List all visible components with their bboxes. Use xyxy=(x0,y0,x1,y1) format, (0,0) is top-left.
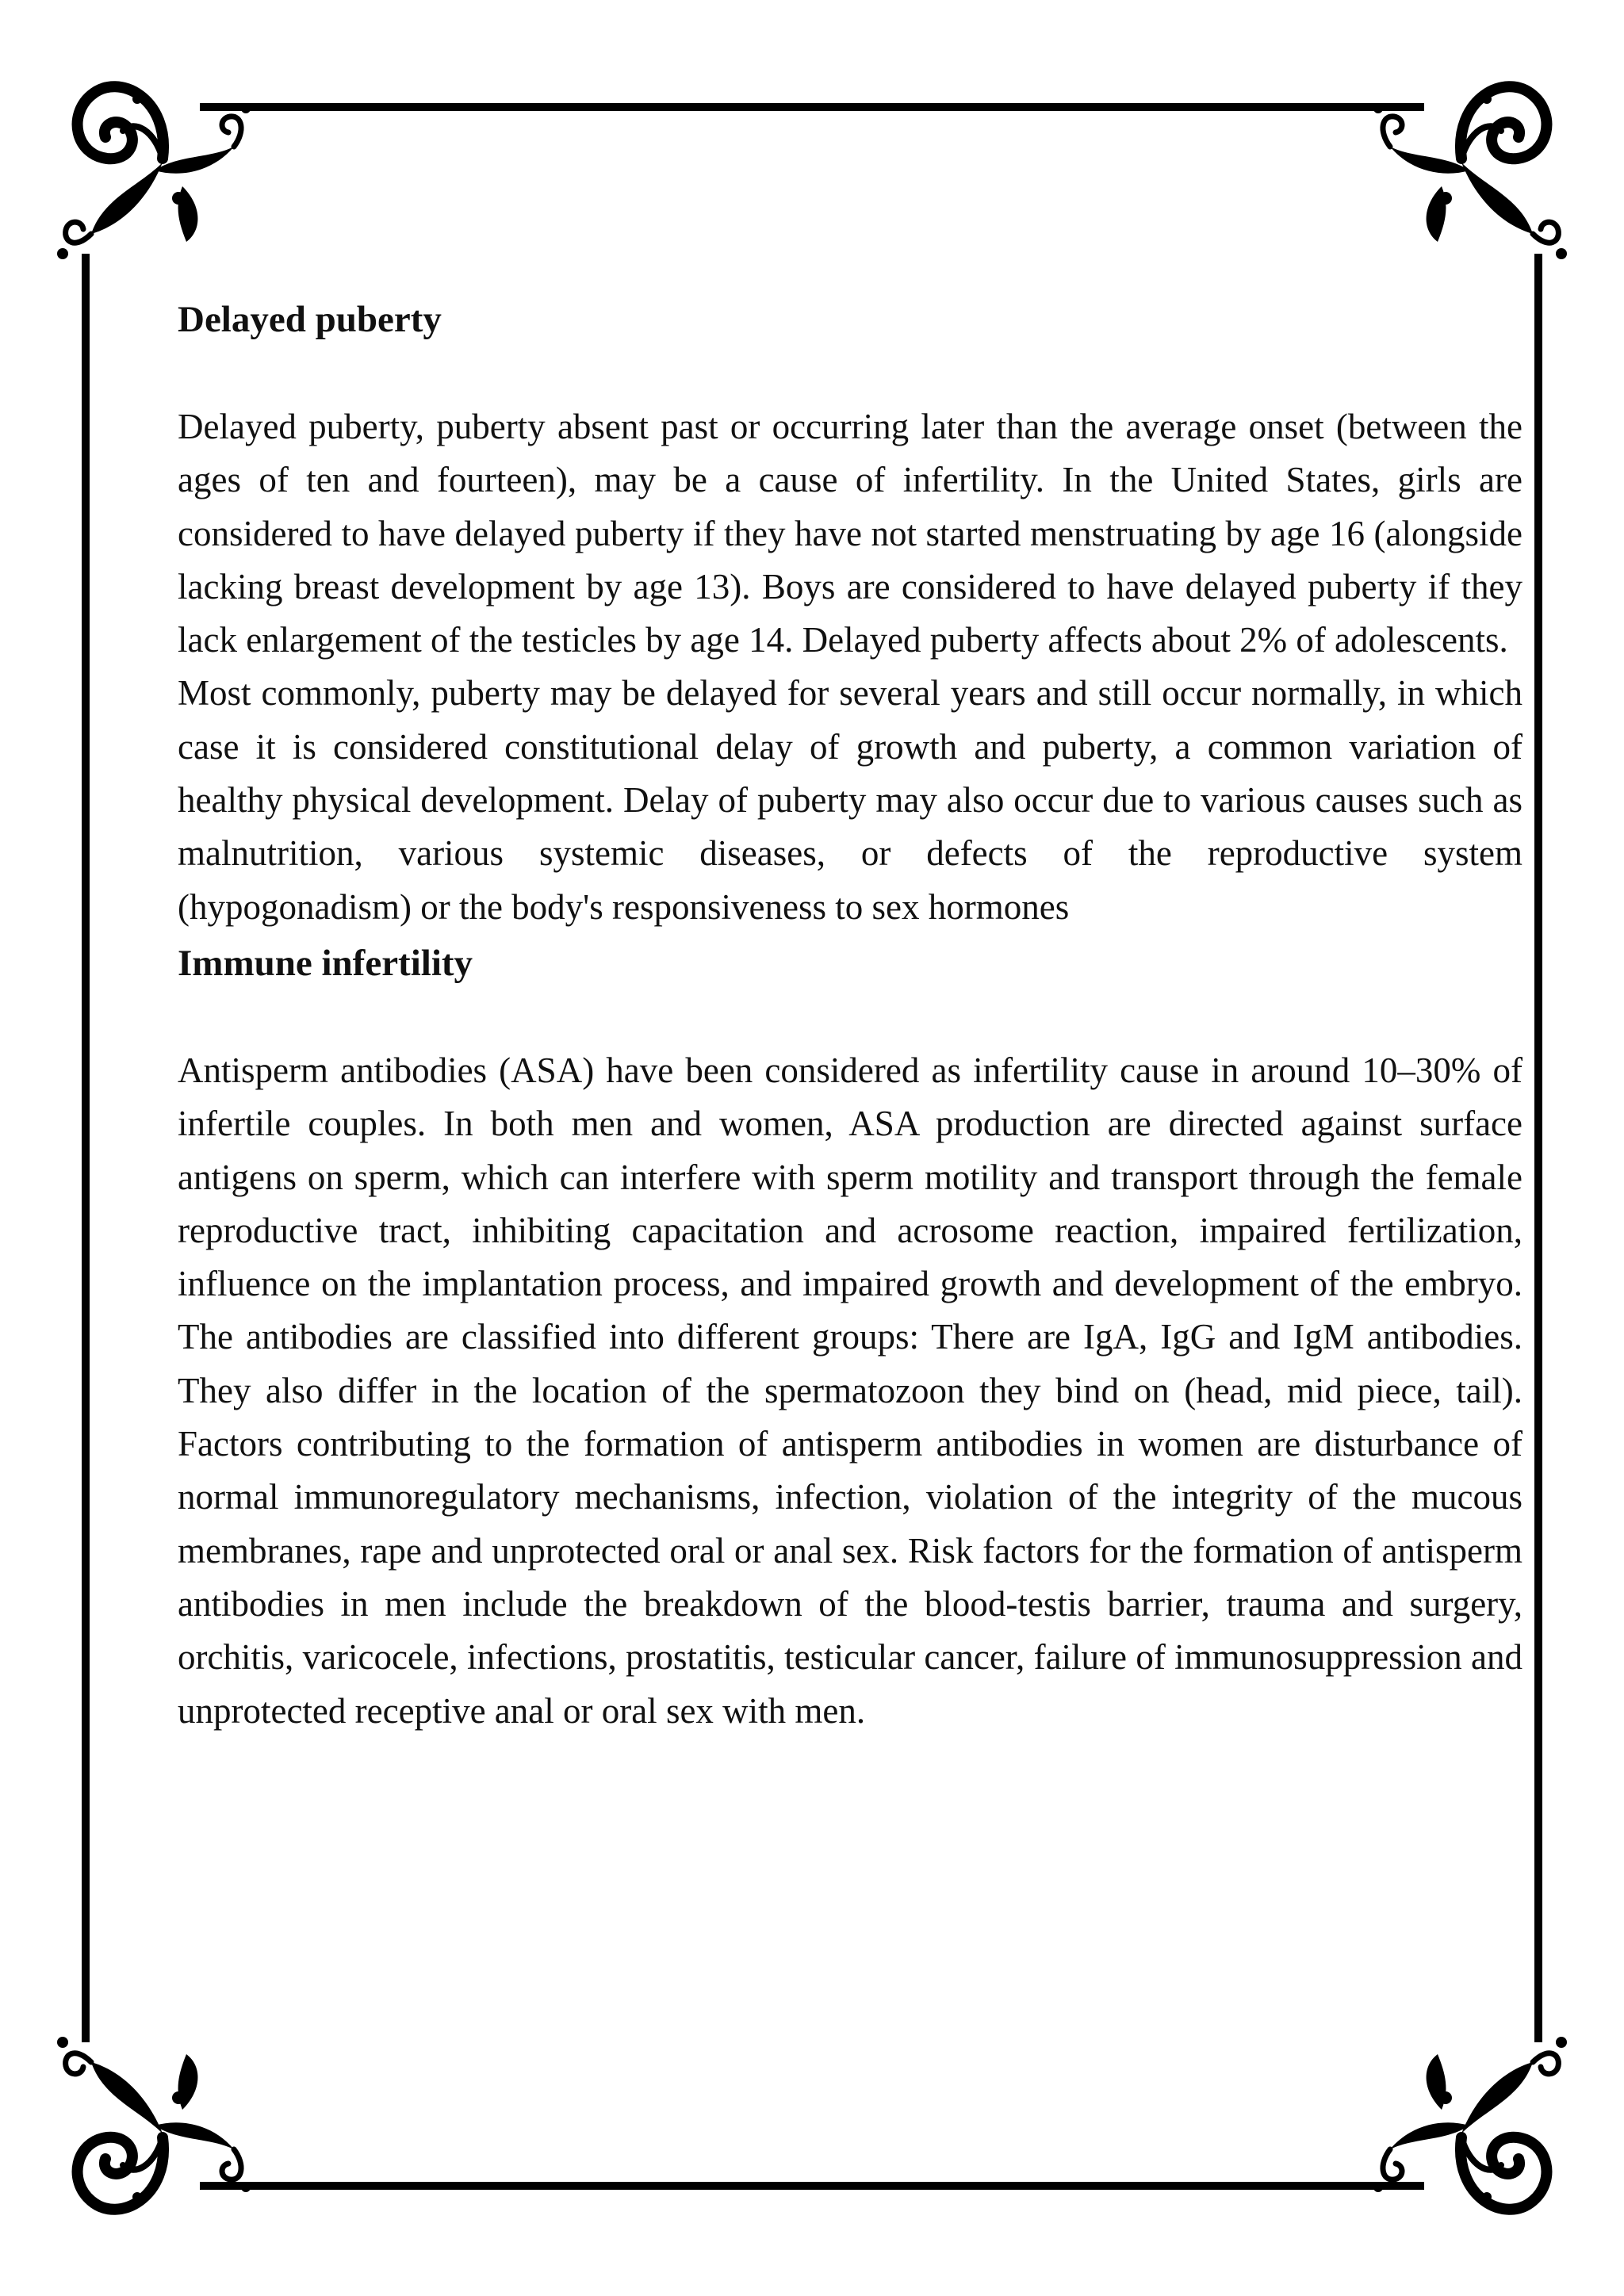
section-heading-delayed-puberty: Delayed puberty xyxy=(178,299,442,340)
document-body xyxy=(178,293,1522,1738)
paragraph-immune-infertility: Antisperm antibodies (ASA) have been considered as infertility cause in around 10–30% of infertile couples. In both men and women, ASA production are directed against surface antigens on sperm, which can interfere with sperm motility and transport through the female reproductive tract, inhibiting capacitation and acrosome reaction, impaired fertilization, influence on the implantation process, and impaired growth and development of the embryo. The antibodies are classified into different groups: There are IgA, IgG and IgM antibodies. They also differ in the location of the spermatozoon they bind on (head, mid piece, tail). Factors contributing to the formation of antisperm antibodies in women are disturbance of normal immunoregulatory mechanisms, infection, violation of the integrity of the mucous membranes, rape and unprotected oral or anal sex. Risk factors for the formation of antisperm antibodies in men include the breakdown of the blood-testis barrier, trauma and surgery, orchitis, varicocele, infections, prostatitis, testicular cancer, failure of immunosuppression and unprotected receptive anal or oral sex with men. xyxy=(178,1050,1522,1731)
border-left-line xyxy=(82,254,90,2042)
border-top-line xyxy=(200,103,1424,111)
border-right-line xyxy=(1534,254,1542,2042)
corner-ornament-top-left xyxy=(57,86,251,259)
section-heading-immune-infertility: Immune infertility xyxy=(178,942,473,984)
paragraph-delayed-puberty-causes: Most commonly, puberty may be delayed for several years and still occur normally, in which case it is considered constitutional delay of growth and puberty, a common variation of healthy physical development. Delay of puberty may also occur due to various causes such as malnutrition, various systemic diseases, or defects of the reproductive system (hypogonadism) or the body's responsiveness to sex hormones xyxy=(178,673,1522,927)
paragraph-delayed-puberty-definition: Delayed puberty, puberty absent past or occurring later than the average onset (between the ages of ten and fourteen), may be a cause of infertility. In the United States, girls are considered to have delayed puberty if they have not started menstruating by age 16 (alongside lacking breast development by age 13). Boys are considered to have delayed puberty if they lack enlargement of the testicles by age 14. Delayed puberty affects about 2% of adolescents. xyxy=(178,407,1522,660)
border-bottom-line xyxy=(200,2182,1424,2190)
corner-ornament-top-right xyxy=(1373,86,1567,259)
